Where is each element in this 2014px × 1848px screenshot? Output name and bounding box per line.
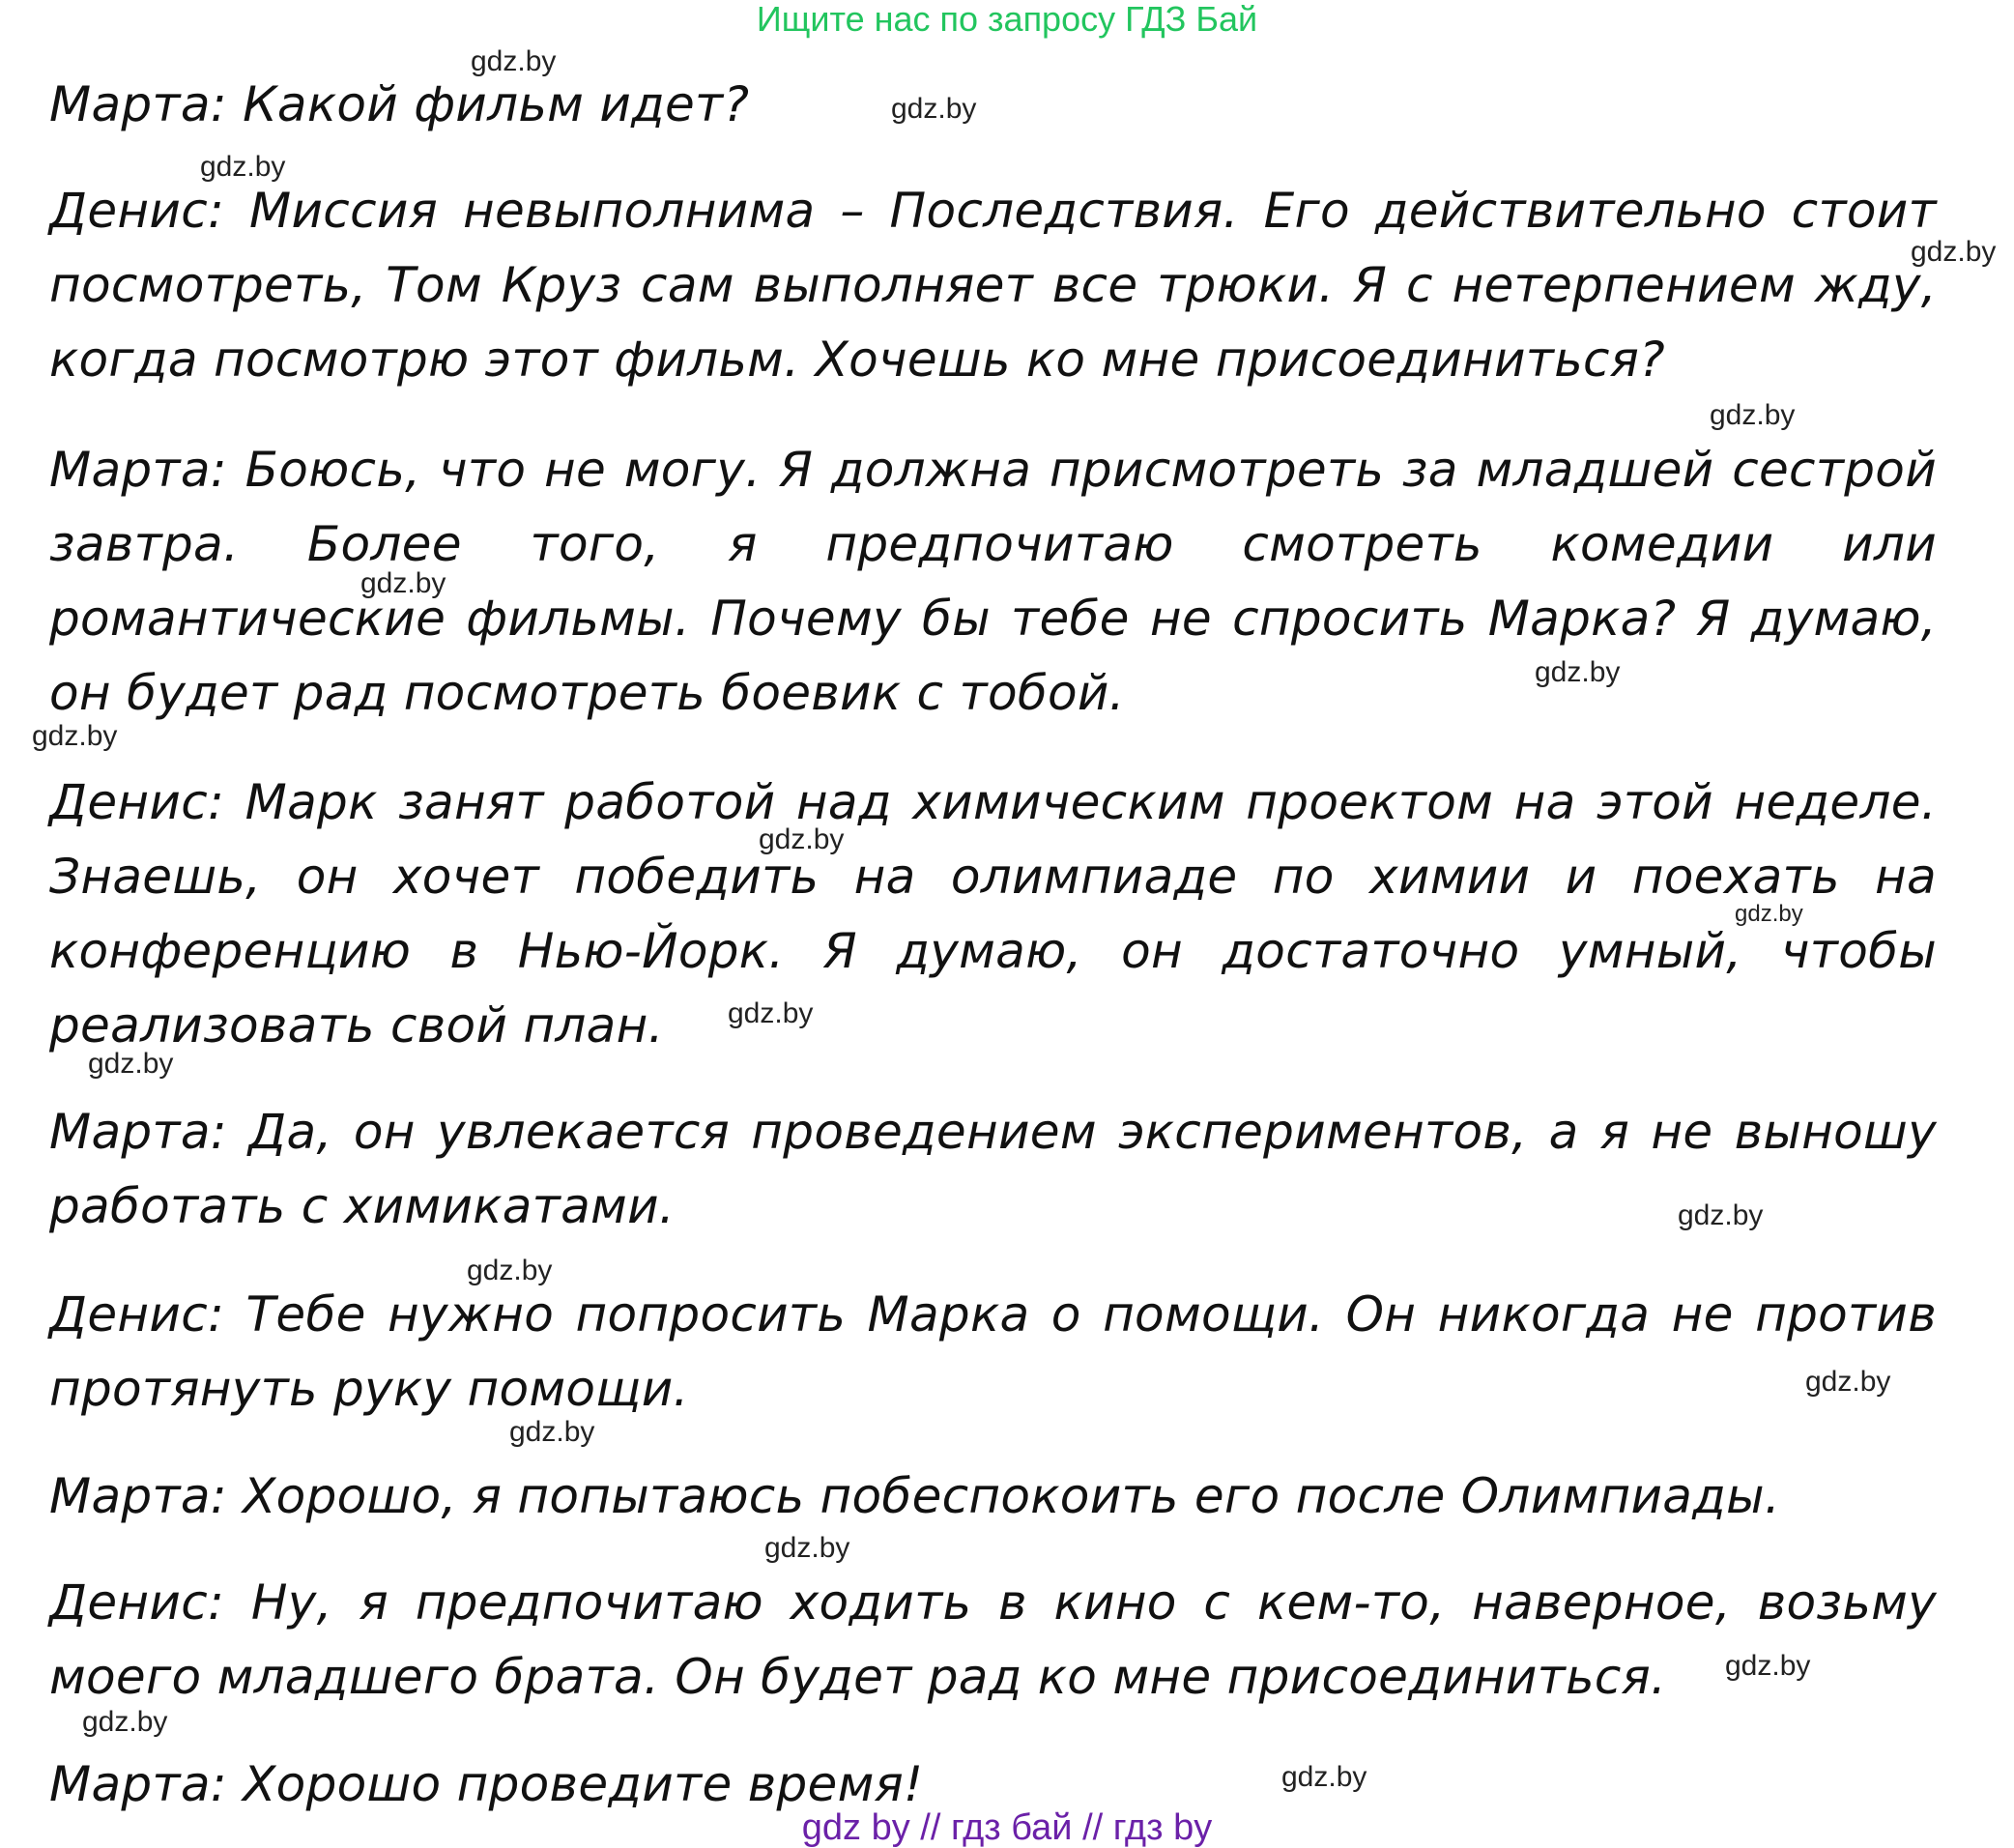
dialogue-line-marta-2: Марта: Боюсь, что не могу. Я должна присмотреть за младшей сестрой завтра. Более того, я предпочитаю смотреть комедии или романтические фильмы. Почему бы тебе не спросить Марка? Я думаю, он будет рад посмотреть боевик с тобой. <box>49 442 1937 721</box>
watermark: gdz.by <box>32 720 118 752</box>
watermark: gdz.by <box>728 997 814 1029</box>
watermark: gdz.by <box>764 1532 850 1564</box>
watermark: gdz.by <box>1710 399 1796 431</box>
watermark: gdz.by <box>1911 236 1997 268</box>
site-footer: gdz by // гдз бай // гдз by <box>801 1807 1213 1848</box>
dialogue-line-marta-5: Марта: Хорошо проведите время! <box>49 1756 924 1812</box>
watermark: gdz.by <box>82 1706 168 1738</box>
watermark: gdz.by <box>1725 1650 1811 1682</box>
watermark: gdz.by <box>1535 656 1621 688</box>
dialogue-line-marta-1: Марта: Какой фильм идет? <box>49 76 750 132</box>
watermark: gdz.by <box>1805 1366 1891 1398</box>
watermark: gdz.by <box>88 1048 174 1080</box>
watermark: gdz.by <box>509 1416 595 1448</box>
watermark: gdz.by <box>1281 1761 1367 1793</box>
dialogue-line-denis-1: Денис: Миссия невыполнима – Последствия. Его действительно стоит посмотреть, Том Круз сам выполняет все трюки. Я с нетерпением жду, когда посмотрю этот фильм. Хочешь ко мне присоединиться? <box>49 183 1937 388</box>
dialogue-line-marta-4: Марта: Хорошо, я попытаюсь побеспокоить его после Олимпиады. <box>49 1468 1781 1524</box>
watermark: gdz.by <box>467 1255 553 1286</box>
watermark: gdz.by <box>891 93 977 125</box>
site-banner: Ищите нас по запросу ГДЗ Бай <box>756 0 1258 39</box>
watermark: gdz.by <box>1735 901 1803 927</box>
watermark: gdz.by <box>759 823 845 855</box>
dialogue-line-denis-2: Денис: Марк занят работой над химическим проектом на этой неделе. Знаешь, он хочет победить на олимпиаде по химии и поехать на конференцию в Нью-Йорк. Я думаю, он достаточно умный, чтобы реализовать свой план. <box>49 774 1937 1054</box>
watermark: gdz.by <box>200 151 286 183</box>
dialogue-line-denis-3: Денис: Тебе нужно попросить Марка о помощи. Он никогда не против протянуть руку помощи. <box>49 1286 1937 1417</box>
dialogue-line-marta-3: Марта: Да, он увлекается проведением экспериментов, а я не выношу работать с химикатами. <box>49 1104 1937 1234</box>
watermark: gdz.by <box>360 567 446 599</box>
watermark: gdz.by <box>471 45 557 77</box>
watermark: gdz.by <box>1678 1199 1764 1231</box>
dialogue-line-denis-4: Денис: Ну, я предпочитаю ходить в кино с кем-то, наверное, возьму моего младшего брата. Он будет рад ко мне присоединиться. <box>49 1574 1937 1705</box>
